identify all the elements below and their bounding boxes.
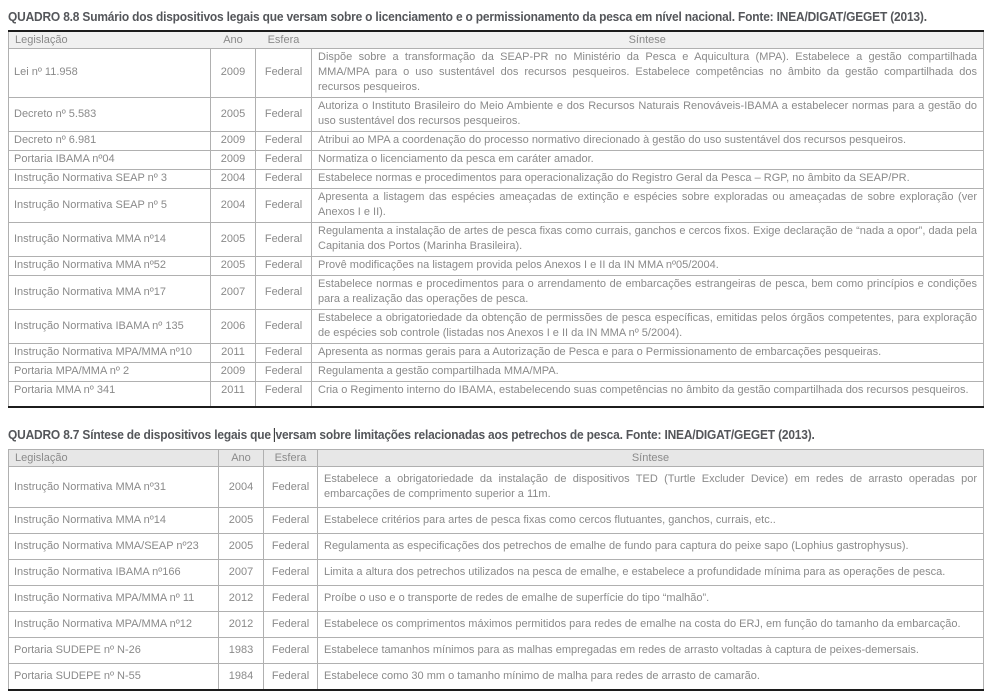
cell-sintese: Estabelece tamanhos mínimos para as malhas empregadas em redes de arrasto voltadas à captura de peixes-demersais.: [318, 638, 984, 664]
cell-ano: 2009: [211, 151, 256, 170]
caption-text-after-cursor: versam sobre limitações relacionadas aos petrechos de pesca. Fonte: INEA/DIGAT/GEGET (2013).: [275, 426, 815, 442]
cell-ano: 2007: [211, 276, 256, 310]
table-row: [9, 612, 984, 638]
cell-esfera: Federal: [264, 534, 318, 560]
cell-ano: 2004: [211, 189, 256, 223]
table-row: [9, 151, 984, 170]
cell-ano: 2005: [219, 534, 264, 560]
cell-sintese: Estabelece a obrigatoriedade da obtenção de permissões de pesca específicas, emitidas pelos órgãos competentes, para exploração de espécies sob controle (listadas nos Anexos I e II da IN MMA nº 5/2004).: [312, 310, 984, 344]
cell-ano: 2009: [211, 132, 256, 151]
cell-ano: 2006: [211, 310, 256, 344]
table-quadro-8-7: [8, 449, 984, 691]
cell-esfera: Federal: [264, 612, 318, 638]
cell-sintese: Regulamenta as especificações dos petrechos de emalhe de fundo para captura do peixe sapo (Lophius gastrophysus).: [318, 534, 984, 560]
caption-text: QUADRO 8.8 Sumário dos dispositivos legais que versam sobre o licenciamento e o permissionamento da pesca em nível nacional. Fonte: INEA/DIGAT/GEGET (2013).: [8, 8, 927, 24]
column-header-ano: Ano: [219, 450, 264, 467]
cell-esfera: Federal: [256, 223, 312, 257]
table-header-row: [9, 31, 984, 49]
cell-ano: 2005: [211, 223, 256, 257]
table-row: [9, 310, 984, 344]
cell-legislacao: Lei nº 11.958: [9, 49, 211, 98]
table-row: [9, 560, 984, 586]
cell-esfera: Federal: [256, 276, 312, 310]
table-row: [9, 467, 984, 508]
cell-esfera: Federal: [256, 257, 312, 276]
cell-legislacao: Instrução Normativa MMA nº31: [9, 467, 219, 508]
cell-esfera: Federal: [256, 344, 312, 363]
cell-legislacao: Instrução Normativa MPA/MMA nº 11: [9, 586, 219, 612]
cell-legislacao: Instrução Normativa SEAP nº 5: [9, 189, 211, 223]
cell-sintese: Estabelece normas e procedimentos para operacionalização do Registro Geral da Pesca – RGP, no âmbito da SEAP/PR.: [312, 170, 984, 189]
cell-sintese: Atribui ao MPA a coordenação do processo normativo direcionado à gestão do uso sustentável dos recursos pesqueiros.: [312, 132, 984, 151]
cell-esfera: Federal: [256, 49, 312, 98]
caption-text-before-cursor: QUADRO 8.7 Síntese de dispositivos legais que: [8, 426, 271, 442]
cell-esfera: Federal: [264, 508, 318, 534]
cell-ano: 1984: [219, 664, 264, 691]
cell-ano: 2011: [211, 344, 256, 363]
table-row: [9, 189, 984, 223]
cell-legislacao: Instrução Normativa SEAP nº 3: [9, 170, 211, 189]
cell-sintese: Autoriza o Instituto Brasileiro do Meio Ambiente e dos Recursos Naturais Renováveis-IBAMA a estabelecer normas para a gestão do uso sustentável dos recursos pesqueiros.: [312, 98, 984, 132]
cell-esfera: Federal: [256, 189, 312, 223]
cell-ano: 2009: [211, 363, 256, 382]
cell-ano: 2012: [219, 612, 264, 638]
cell-legislacao: Instrução Normativa IBAMA nº 135: [9, 310, 211, 344]
column-header-sintese: Síntese: [318, 450, 984, 467]
table-row: [9, 344, 984, 363]
column-header-ano: Ano: [211, 31, 256, 49]
cell-sintese: Estabelece a obrigatoriedade da instalação de dispositivos TED (Turtle Excluder Device) em redes de arrasto operadas por embarcações de comprimento superior a 11m.: [318, 467, 984, 508]
cell-esfera: Federal: [256, 170, 312, 189]
table-row: [9, 170, 984, 189]
cell-esfera: Federal: [264, 664, 318, 691]
cell-sintese: Apresenta a listagem das espécies ameaçadas de extinção e espécies sobre exploradas ou ameaçadas de sobre exploração (ver Anexos I e II).: [312, 189, 984, 223]
cell-sintese: Estabelece normas e procedimentos para o arrendamento de embarcações estrangeiras de pesca, bem como princípios e condições para a realização das operações de pesca.: [312, 276, 984, 310]
cell-esfera: Federal: [256, 98, 312, 132]
column-header-esfera: Esfera: [256, 31, 312, 49]
table-row: [9, 638, 984, 664]
table-header-row: [9, 450, 984, 467]
cell-esfera: Federal: [256, 382, 312, 408]
cell-sintese: Regulamenta a instalação de artes de pesca fixas como currais, ganchos e cercos fixos. Exige declaração de “nada a opor”, dada pela Capitania dos Portos (Marinha Brasileira).: [312, 223, 984, 257]
cell-legislacao: Portaria MPA/MMA nº 2: [9, 363, 211, 382]
cell-ano: 2004: [219, 467, 264, 508]
table-row: [9, 49, 984, 98]
table-quadro-8-8: [8, 30, 984, 408]
text-cursor: [274, 428, 275, 442]
table-row: [9, 98, 984, 132]
cell-ano: 2007: [219, 560, 264, 586]
cell-ano: 1983: [219, 638, 264, 664]
cell-esfera: Federal: [256, 363, 312, 382]
column-header-sintese: Síntese: [312, 31, 984, 49]
cell-esfera: Federal: [264, 560, 318, 586]
cell-sintese: Estabelece os comprimentos máximos permitidos para redes de emalhe na costa do ERJ, em função do tamanho da embarcação.: [318, 612, 984, 638]
table-row: [9, 382, 984, 408]
table-row: [9, 276, 984, 310]
cell-ano: 2012: [219, 586, 264, 612]
cell-sintese: Proíbe o uso e o transporte de redes de emalhe de superfície do tipo “malhão”.: [318, 586, 984, 612]
table-row: [9, 363, 984, 382]
cell-legislacao: Instrução Normativa MMA nº17: [9, 276, 211, 310]
table-caption-quadro-8-8: [8, 5, 984, 27]
cell-esfera: Federal: [256, 151, 312, 170]
table-body: [9, 467, 984, 691]
cell-legislacao: Instrução Normativa MMA nº14: [9, 223, 211, 257]
cell-sintese: Estabelece como 30 mm o tamanho mínimo de malha para redes de arrasto de camarão.: [318, 664, 984, 691]
cell-esfera: Federal: [264, 586, 318, 612]
cell-legislacao: Decreto nº 6.981: [9, 132, 211, 151]
cell-sintese: Regulamenta a gestão compartilhada MMA/MPA.: [312, 363, 984, 382]
table-row: [9, 586, 984, 612]
cell-legislacao: Instrução Normativa MMA/SEAP nº23: [9, 534, 219, 560]
cell-legislacao: Instrução Normativa IBAMA nº166: [9, 560, 219, 586]
cell-ano: 2004: [211, 170, 256, 189]
table-caption-quadro-8-7: [8, 423, 984, 445]
table-row: [9, 508, 984, 534]
cell-legislacao: Decreto nº 5.583: [9, 98, 211, 132]
table-row: [9, 132, 984, 151]
cell-legislacao: Portaria IBAMA nº04: [9, 151, 211, 170]
cell-sintese: Normatiza o licenciamento da pesca em caráter amador.: [312, 151, 984, 170]
cell-esfera: Federal: [264, 467, 318, 508]
cell-sintese: Dispõe sobre a transformação da SEAP-PR no Ministério da Pesca e Aquicultura (MPA). Estabelece a gestão compartilhada MMA/MPA para o uso sustentável dos recursos pesqueiros. Estabelece competências no âmbito da gestão compartilhada dos recursos pesqueiros.: [312, 49, 984, 98]
column-header-esfera: Esfera: [264, 450, 318, 467]
table-row: [9, 534, 984, 560]
cell-legislacao: Portaria MMA nº 341: [9, 382, 211, 408]
cell-sintese: Provê modificações na listagem provida pelos Anexos I e II da IN MMA nº05/2004.: [312, 257, 984, 276]
cell-sintese: Estabelece critérios para artes de pesca fixas como cercos flutuantes, ganchos, currais, etc..: [318, 508, 984, 534]
cell-legislacao: Instrução Normativa MMA nº14: [9, 508, 219, 534]
cell-ano: 2005: [211, 98, 256, 132]
cell-ano: 2005: [211, 257, 256, 276]
column-header-legislacao: Legislação: [9, 31, 211, 49]
cell-ano: 2005: [219, 508, 264, 534]
table-row: [9, 664, 984, 691]
table-body: [9, 49, 984, 408]
cell-esfera: Federal: [256, 310, 312, 344]
cell-esfera: Federal: [256, 132, 312, 151]
cell-ano: 2011: [211, 382, 256, 408]
cell-legislacao: Portaria SUDEPE nº N-26: [9, 638, 219, 664]
table-row: [9, 223, 984, 257]
cell-esfera: Federal: [264, 638, 318, 664]
cell-legislacao: Portaria SUDEPE nº N-55: [9, 664, 219, 691]
cell-legislacao: Instrução Normativa MPA/MMA nº12: [9, 612, 219, 638]
cell-legislacao: Instrução Normativa MMA nº52: [9, 257, 211, 276]
cell-sintese: Cria o Regimento interno do IBAMA, estabelecendo suas competências no âmbito da gestão compartilhada dos recursos pesqueiros.: [312, 382, 984, 408]
table-row: [9, 257, 984, 276]
cell-sintese: Limita a altura dos petrechos utilizados na pesca de emalhe, e estabelece a profundidade mínima para as operações de pesca.: [318, 560, 984, 586]
cell-ano: 2009: [211, 49, 256, 98]
cell-sintese: Apresenta as normas gerais para a Autorização de Pesca e para o Permissionamento de embarcações pesqueiras.: [312, 344, 984, 363]
column-header-legislacao: Legislação: [9, 450, 219, 467]
cell-legislacao: Instrução Normativa MPA/MMA nº10: [9, 344, 211, 363]
